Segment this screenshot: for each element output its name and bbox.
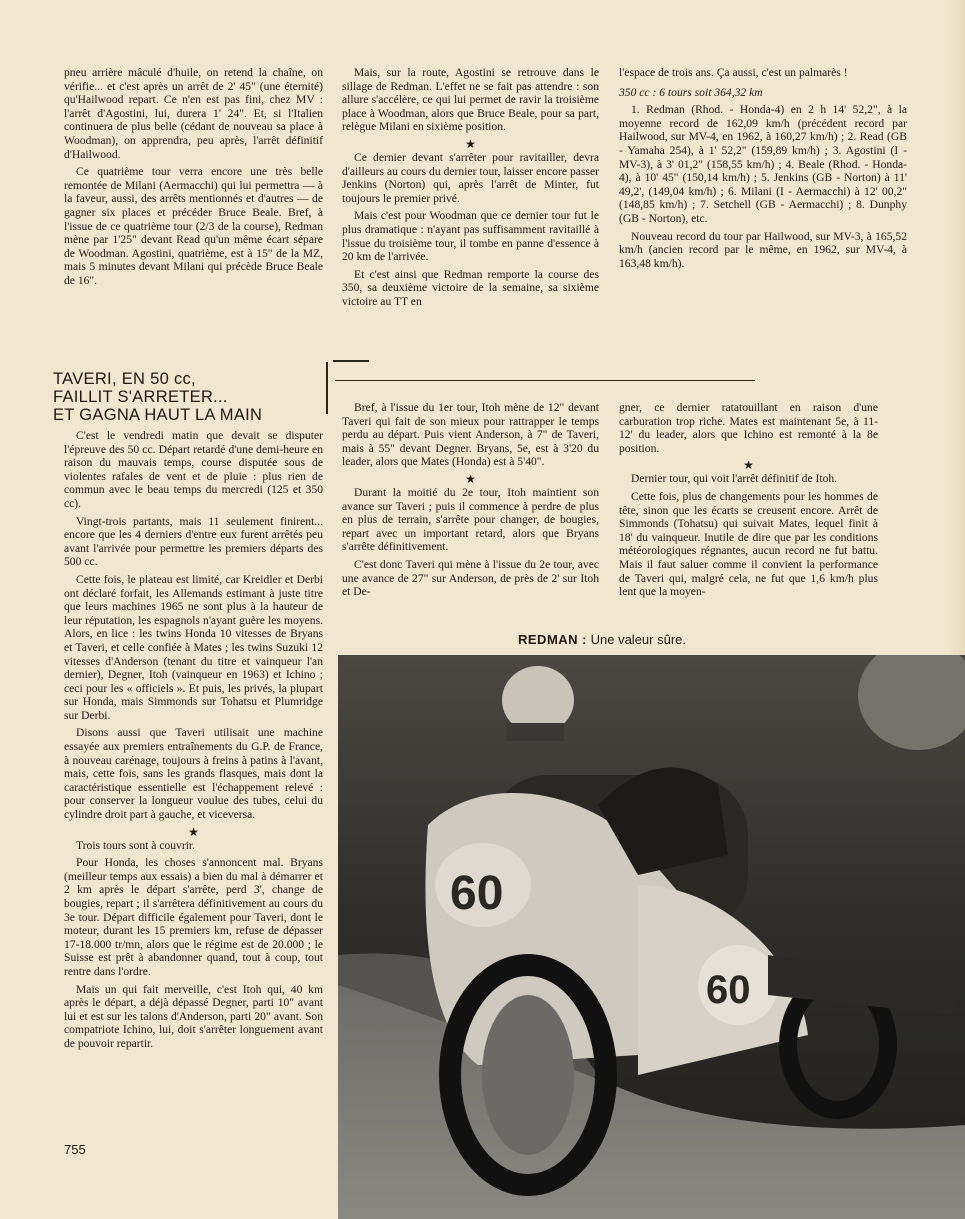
- paragraph: Pour Honda, les choses s'annoncent mal. Bryans (meilleur temps aux essais) a bien du mal à démarrer et 2 km après le départ s'arrête, perd 3', change de bougies, repart ; il s'arrêtera définitivement au cours du 3e tour. Départ difficile également pour Taveri, dont le moteur, durant les 15 premiers km, refuse de dépasser 17-18.000 tr/mn, alors que le régime est de 20.000 ; le Suisse est prêt à abandonner quand, tout à coup, tout rentre dans l'ordre.: [64, 856, 323, 978]
- caption-name: REDMAN :: [518, 632, 587, 647]
- caption-text: Une valeur sûre.: [587, 632, 686, 647]
- number-plate-front: 60: [450, 867, 504, 920]
- paragraph: Mais, sur la route, Agostini se retrouve dans le sillage de Redman. L'effet ne se fait pas attendre : son allure s'accélère, ce qui lui permet de ravir la troisième place à Woodman, alors que Bruce Beale, pour sa part, relègue Milani en sixième position.: [342, 66, 599, 134]
- heading-line: FAILLIT S'ARRETER...: [53, 388, 228, 407]
- column-1-bottom: [64, 429, 323, 1055]
- paragraph: Disons aussi que Taveri utilisait une machine essayée aux premiers entraînements du G.P. de France, à nouveau carénage, toujours à freins à patins à l'avant, mais, cette fois, sans les grands flasques, mais dont la caractéristique essentielle est l'échappement relevé : pour conserver la longueur voulue des tubes, celui du cylindre droit part à gauche, et viceversa.: [64, 726, 323, 822]
- paragraph: Mais un qui fait merveille, c'est Itoh qui, 40 km après le départ, a déjà dépassé Degner, parti 10" avant lui et est sur les talons d'Anderson, parti 20" avant. Son compatriote Ichino, lui, doit s'arrêter longuement avant de pouvoir repartir.: [64, 982, 323, 1050]
- section-heading: [53, 370, 333, 425]
- heading-line: TAVERI, EN 50 cc,: [53, 370, 196, 388]
- heading-line: ET GAGNA HAUT LA MAIN: [53, 406, 263, 425]
- paragraph: Cette fois, le plateau est limité, car Kreidler et Derbi ont déclaré forfait, les Allemands estimant à juste titre que leurs machines 1965 ne sont plus à la hauteur de leur réputation, les espagnols n'ayant guère les moyens. Alors, en lice : les twins Honda 10 vitesses de Bryans et Taveri, et celle confiée à Mates ; les twins Suzuki 12 vitesses d'Anderson (tenant du titre et vainqueur l'an dernier), Degner, Itoh (vainqueur en 1963) et Ichino ; ceci pour les « officiels ». Et puis, les privés, la plupart sur Honda, mais Simmonds sur Tohatsu et Plumridge sur Derbi.: [64, 572, 323, 722]
- paragraph: pneu arrière mâculé d'huile, on retend la chaîne, on vérifie... et c'est après un arrêt de 2' 45" (une éternité) qu'Hailwood repart. Ce n'en est pas fini, chez MV : l'arrêt d'Agostini, lui, durera 1' 24". Et, si l'Italien continuera de plus belle (cédant de nouveau sa place à Woodman), on apprendra, peu après, l'arrêt définitif d'Hailwood.: [64, 66, 323, 161]
- paragraph: Trois tours sont à couvrir.: [76, 838, 196, 852]
- column-3-bottom: [619, 401, 878, 603]
- column-2-top: [342, 66, 599, 313]
- paragraph: Dernier tour, qui voit l'arrêt définitif de Itoh.: [631, 472, 838, 486]
- paragraph: Durant la moitié du 2e tour, Itoh maintient son avance sur Taveri ; puis il commence à perdre de plus en plus de terrain, s'arrête pour changer, de bougies, repart avec un important retard, alors que Bryans s'arrête définitivement.: [342, 485, 599, 554]
- page-number: 755: [64, 1142, 86, 1157]
- paragraph: Vingt-trois partants, mais 11 seulement finirent... encore que les 4 derniers d'entre eux furent arrêtés peu avant l'arrivée pour permettre les premiers départs des 500 cc.: [64, 514, 323, 569]
- results-list: 1. Redman (Rhod. - Honda-4) en 2 h 14' 52,2", à la moyenne record de 162,09 km/h (précédent record par Hailwood, sur MV-4, en 1962, à 160,27 km/h) ; 2. Read (GB - Yamaha 254), à 1' 52,2" (159,89 km/h) ; 3. Agostini (I - MV-3), à 3' 01,2" (158,55 km/h) ; 4. Beale (Rhod. - Honda-4), à 10' 45" (150,14 km/h) ; 5. Jenkins (GB - Norton) à 11' 49,2', (149,04 km/h) ; 6. Milani (I - Aermacchi) à 12' 00,2" (148,85 km/h) ; 7. Setchell (GB - Aermacchi) ; 8. Dunphy (GB - Norton), etc.: [619, 103, 907, 225]
- star-separator: ★: [465, 136, 476, 151]
- paragraph: l'espace de trois ans. Ça aussi, c'est un palmarès !: [619, 66, 848, 79]
- paragraph: Et c'est ainsi que Redman remporte la course des 350, sa deuxième victoire de la semaine, sa sixième victoire au TT en: [342, 267, 599, 308]
- paragraph: Cette fois, plus de changements pour les hommes de tête, sinon que les écarts se creusent encore. Arrêt de Simmonds (Tohatsu) qui suivait Mates, lequel finit à 18' du vainqueur. Inutile de dire que par les conditions météorologiques régnantes, aucun record ne fut battu. Mais il faut saluer comme il convient la performance de Taveri qui, malgré cela, ne fut que 1,6 km/h plus lent que la moyen-: [619, 489, 878, 599]
- paragraph: C'est le vendredi matin que devait se disputer l'épreuve des 50 cc. Départ retardé d'une demi-heure en raison du mauvais temps, course disputée sous de violentes rafales de vent et de pluie : plus rien de commun avec le beau temps du mercredi (125 et 350 cc).: [64, 429, 323, 510]
- photo-illustration: [338, 655, 965, 1219]
- photo-motorcycle-racer: [338, 655, 965, 1219]
- paragraph: C'est donc Taveri qui mène à l'issue du 2e tour, avec une avance de 27" sur Anderson, de près de 2' sur Itoh et De-: [342, 557, 599, 599]
- horizontal-rule: [335, 380, 755, 381]
- column-3-top: [619, 66, 907, 274]
- paragraph: Bref, à l'issue du 1er tour, Itoh mène de 12" devant Taveri qui fait de son mieux pour rattrapper le temps perdu au départ. Puis vient Anderson, à 7" de Taveri, mais à 55" devant Degner. Bryans, 5e, est à 3'20 du leader, alors que Mates (Honda) est à 5'40".: [342, 401, 599, 469]
- column-2-bottom: [342, 401, 599, 603]
- column-1-top: [64, 66, 323, 292]
- paragraph: Nouveau record du tour par Hailwood, sur MV-3, à 165,52 km/h (ancien record par le même, en 1962, sur MV-4, à 163,48 km/h).: [619, 229, 907, 270]
- paragraph: gner, ce dernier ratatouillant en raison d'une carburation trop riche. Mates est maintenant 5e, à 11-12' du leader, alors que Ichino est remonté à la 8e position.: [619, 401, 878, 455]
- heading-frame-corner: [333, 360, 369, 362]
- star-separator: ★: [188, 824, 199, 839]
- number-plate-side: 60: [706, 968, 751, 1012]
- paragraph: Mais c'est pour Woodman que ce dernier tour fut le plus dramatique : n'ayant pas suffisamment ravitaillé à l'issue du troisième tour, il tombe en panne d'essence à 20 km de l'arrivée.: [342, 209, 599, 264]
- results-header: 350 cc : 6 tours soit 364,32 km: [619, 85, 763, 99]
- paragraph: Ce quatrième tour verra encore une très belle remontée de Milani (Aermacchi) qui lui permettra — à la faveur, aussi, des arrêts mentionnés et d'autres — de gagner six places et précéder Bruce Beale. Bref, à l'issue de ce quatrième tour (2/3 de la course), Redman mène par 1'25" devant Read qu'un même écart sépare de Woodman. Agostini, quatrième, est à 15" de la MZ, mais 5 minutes devant Milani qui précède Bruce Beale de 16".: [64, 165, 323, 287]
- star-separator: ★: [465, 471, 476, 486]
- paragraph: Ce dernier devant s'arrêter pour ravitailler, devra d'ailleurs au cours du dernier tour, laisser encore passer Jenkins (Norton) qui, après l'arrêt de Minter, fut toujours le premier privé.: [342, 150, 599, 205]
- star-separator: ★: [743, 458, 754, 473]
- photo-caption: [518, 632, 686, 647]
